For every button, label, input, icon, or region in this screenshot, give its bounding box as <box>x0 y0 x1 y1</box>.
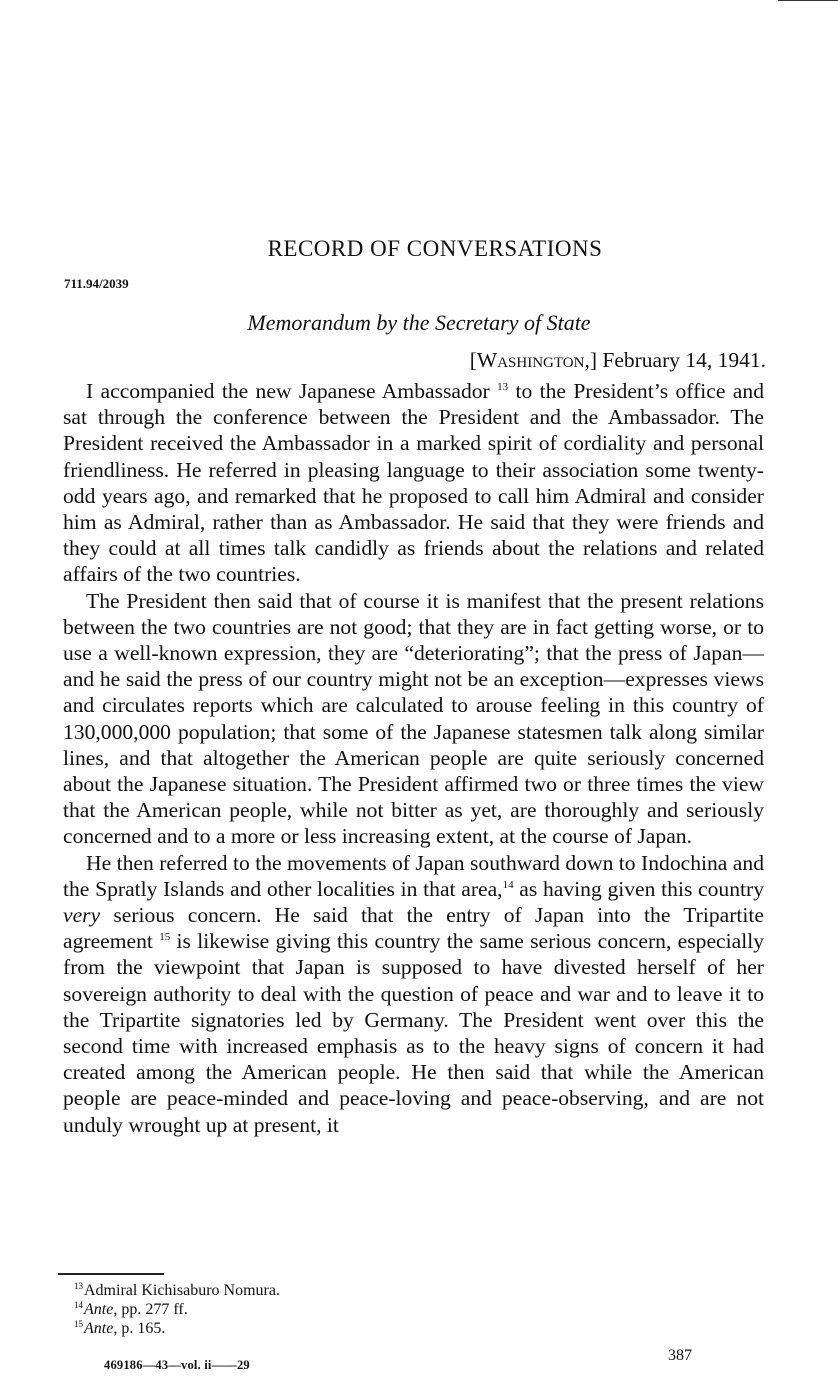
footnote-italic: Ante, <box>84 1320 118 1337</box>
footnote-mark: 14 <box>74 1300 83 1310</box>
memo-title <box>0 310 838 336</box>
top-edge-rule <box>778 0 838 1</box>
emphasis-text: very <box>63 903 101 928</box>
footnote-reference: 15 <box>159 931 171 944</box>
footnote-reference: 13 <box>497 381 509 393</box>
file-number: 711.94/2039 <box>64 276 129 291</box>
footnote-mark: 15 <box>74 1319 83 1329</box>
footnote-item <box>74 1300 280 1319</box>
dateline-date: February 14, 1941. <box>602 348 766 372</box>
footnote-reference: 14 <box>502 878 514 891</box>
footnotes <box>74 1281 280 1338</box>
print-code: 469186—43—vol. ii——29 <box>104 1358 250 1372</box>
paragraph-text: I accompanied the new Japanese Ambassador <box>86 379 498 403</box>
body-paragraph <box>63 588 764 850</box>
memo-title-text: Memorandum by the Secretary of State <box>247 310 591 335</box>
footnote-rule <box>58 1273 164 1275</box>
paragraph-text: serious concern. He said that the entry of Japan into the Tripartite agreement <box>63 903 764 954</box>
page-number: 387 <box>668 1347 692 1364</box>
dateline-close-bracket: ,] <box>584 348 597 372</box>
dateline-place: Washington <box>476 348 585 372</box>
body-text <box>63 378 764 1138</box>
footnote-text: pp. 277 ff. <box>117 1301 188 1318</box>
body-paragraph <box>63 850 764 1138</box>
footnote-text: Admiral Kichisaburo Nomura. <box>84 1282 280 1299</box>
dateline-open-bracket: [ <box>469 348 477 372</box>
paragraph-text: He then referred to the movements of Japan southward down to Indochina and the Spratly Islands and other localities in that area, <box>63 850 764 901</box>
paragraph-text: as having given this country <box>513 876 765 901</box>
footnote-text: p. 165. <box>117 1320 166 1337</box>
footnote-mark: 13 <box>74 1281 83 1291</box>
footnote-item <box>74 1319 280 1338</box>
section-heading-text: RECORD OF CONVERSATIONS <box>267 236 603 261</box>
body-paragraph <box>63 378 764 588</box>
section-heading <box>0 236 838 262</box>
paragraph-text: to the President’s office and sat through the conference between the President and the Ambassador. The President received the Ambassador in a marked spirit of cordiality and personal friendliness. He referred in pleasing language to their association some twenty-odd years ago, and remarked that he proposed to call him Admiral and consider him as Admiral, rather than as Ambassador. He said that they were friends and they could at all times talk candidly as friends about the relations and related affairs of the two countries. <box>63 379 764 587</box>
paragraph-text: is likewise giving this country the same serious concern, especially from the viewpoint that Japan is supposed to have divested herself of her sovereign authority to deal with the question of peace and war and to leave it to the Tripartite signatories led by Germany. The President went over this the second time with increased emphasis as to the heavy signs of concern it had created among the American people. He then said that while the American people are peace-minded and peace-loving and peace-observing, and are not unduly wrought up at present, it <box>63 929 764 1137</box>
footnote-italic: Ante, <box>84 1301 118 1318</box>
paragraph-text: The President then said that of course it is manifest that the present relations between the two countries are not good; that they are in fact getting worse, or to use a well-known expression, they are “deteriorating”; that the press of Japan—and he said the press of our country might not be an exception—expresses views and circulates reports which are calculated to arouse feeling in this country of 130,000,000 population; that some of the Japanese statesmen talk along similar lines, and that altogether the American people are quite seriously concerned about the Japanese situation. The President affirmed two or three times the view that the American people, while not bitter as yet, are thoroughly and seriously concerned and to a more or less increasing extent, at the course of Japan. <box>63 588 764 849</box>
dateline <box>470 348 766 373</box>
footnote-item <box>74 1281 280 1300</box>
